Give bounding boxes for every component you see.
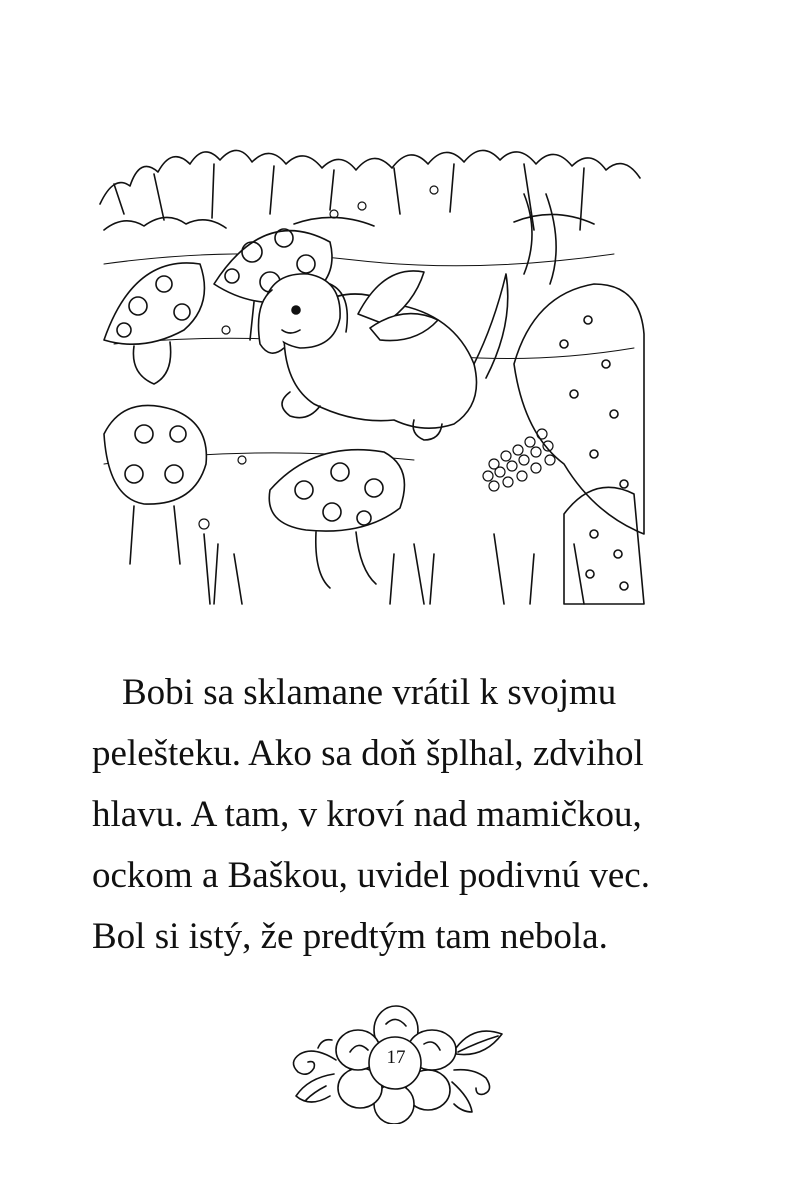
puppy-mushrooms-icon (94, 134, 646, 612)
story-line: Bol si istý, že predtým tam nebola. (92, 916, 608, 957)
story-line: pelešteku. Ako sa doň šplhal, zdvihol (92, 733, 644, 774)
story-text (92, 662, 702, 967)
story-line: hlavu. A tam, v kroví nad mamičkou, (92, 794, 642, 835)
story-line: ockom a Baškou, uvidel podivnú vec. (92, 855, 650, 896)
story-line: Bobi sa sklamane vrátil k svojmu (122, 672, 617, 713)
page-number: 17 (386, 1047, 406, 1068)
story-illustration (94, 134, 646, 612)
